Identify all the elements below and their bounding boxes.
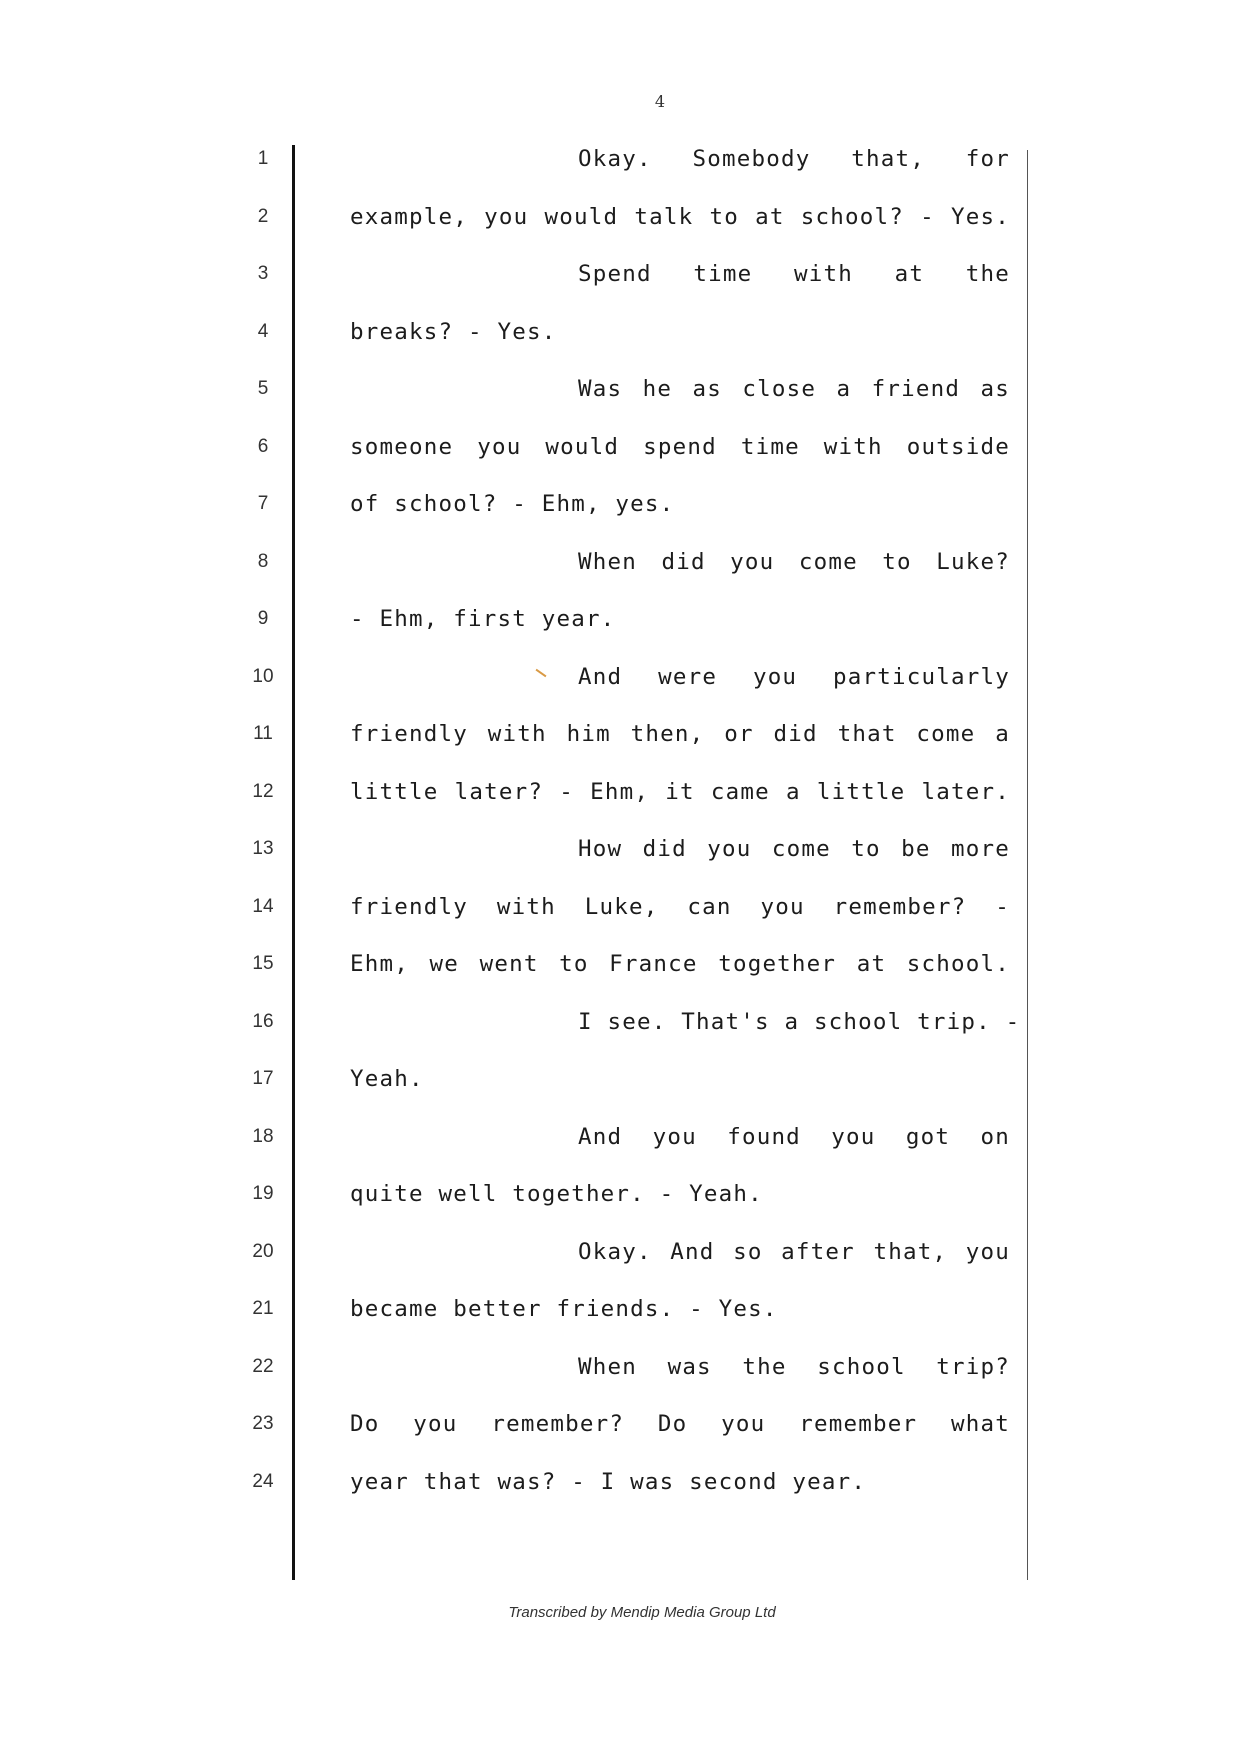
line-number: 3 <box>257 263 269 284</box>
transcript-line: Do you remember? Do you remember what <box>350 1411 1010 1437</box>
transcript-line: Okay. Somebody that, for <box>578 146 1010 172</box>
line-number: 15 <box>252 953 274 974</box>
line-number: 16 <box>252 1010 274 1032</box>
line-number: 8 <box>257 550 269 572</box>
line-number: 13 <box>252 838 274 859</box>
line-number: 21 <box>252 1298 274 1319</box>
line-number: 12 <box>252 780 274 802</box>
line-number: 18 <box>252 1125 274 1147</box>
line-number: 9 <box>257 608 269 629</box>
line-number: 24 <box>252 1470 274 1492</box>
transcript-line: Spend time with at the <box>578 261 1010 287</box>
transcript-line: I see. That's a school trip. - <box>578 1008 1021 1035</box>
left-margin-rule <box>292 145 295 1580</box>
line-number: 10 <box>252 665 274 687</box>
transcript-line: - Ehm, first year. <box>350 606 616 632</box>
line-number: 1 <box>257 148 269 169</box>
transcript-line: And you found you got on <box>578 1123 1010 1150</box>
line-number: 5 <box>257 378 269 399</box>
line-number: 19 <box>252 1183 274 1204</box>
line-number: 2 <box>257 205 269 227</box>
transcript-line: How did you come to be more <box>578 836 1010 862</box>
transcript-line: Ehm, we went to France together at school. <box>350 951 1010 977</box>
transcript-line: little later? - Ehm, it came a little later. <box>350 778 1010 805</box>
page-number: 4 <box>654 92 666 111</box>
line-number: 7 <box>257 493 269 514</box>
line-number: 22 <box>252 1355 274 1377</box>
footer-credit: Transcribed by Mendip Media Group Ltd <box>508 1604 776 1621</box>
transcript-line: friendly with him then, or did that come a <box>350 721 1010 747</box>
transcript-line: became better friends. - Yes. <box>350 1296 778 1322</box>
transcript-line: When was the school trip? <box>578 1353 1010 1380</box>
transcript-line: example, you would talk to at school? - Yes. <box>350 203 1010 230</box>
transcript-line: of school? - Ehm, yes. <box>350 491 675 517</box>
transcript-line: someone you would spend time with outside <box>350 433 1010 460</box>
line-number: 4 <box>257 320 269 342</box>
transcript-line: friendly with Luke, can you remember? - <box>350 893 1010 920</box>
right-margin-rule <box>1027 150 1028 1580</box>
line-number: 14 <box>252 895 274 917</box>
transcript-body <box>350 140 1021 1520</box>
transcript-line: When did you come to Luke? <box>578 548 1010 575</box>
line-number: 23 <box>252 1413 274 1434</box>
transcript-line: Yeah. <box>350 1066 424 1092</box>
transcript-line: Okay. And so after that, you <box>578 1238 1010 1265</box>
line-number: 17 <box>252 1068 274 1089</box>
transcript-line: quite well together. - Yeah. <box>350 1181 763 1207</box>
line-number: 6 <box>257 435 269 457</box>
transcript-line: And were you particularly <box>578 663 1010 690</box>
line-number-column <box>240 140 286 1520</box>
line-number: 11 <box>253 723 273 744</box>
line-number: 20 <box>252 1240 274 1262</box>
transcript-line: Was he as close a friend as <box>578 376 1010 402</box>
transcript-line: year that was? - I was second year. <box>350 1468 867 1495</box>
transcript-line: breaks? - Yes. <box>350 318 557 345</box>
